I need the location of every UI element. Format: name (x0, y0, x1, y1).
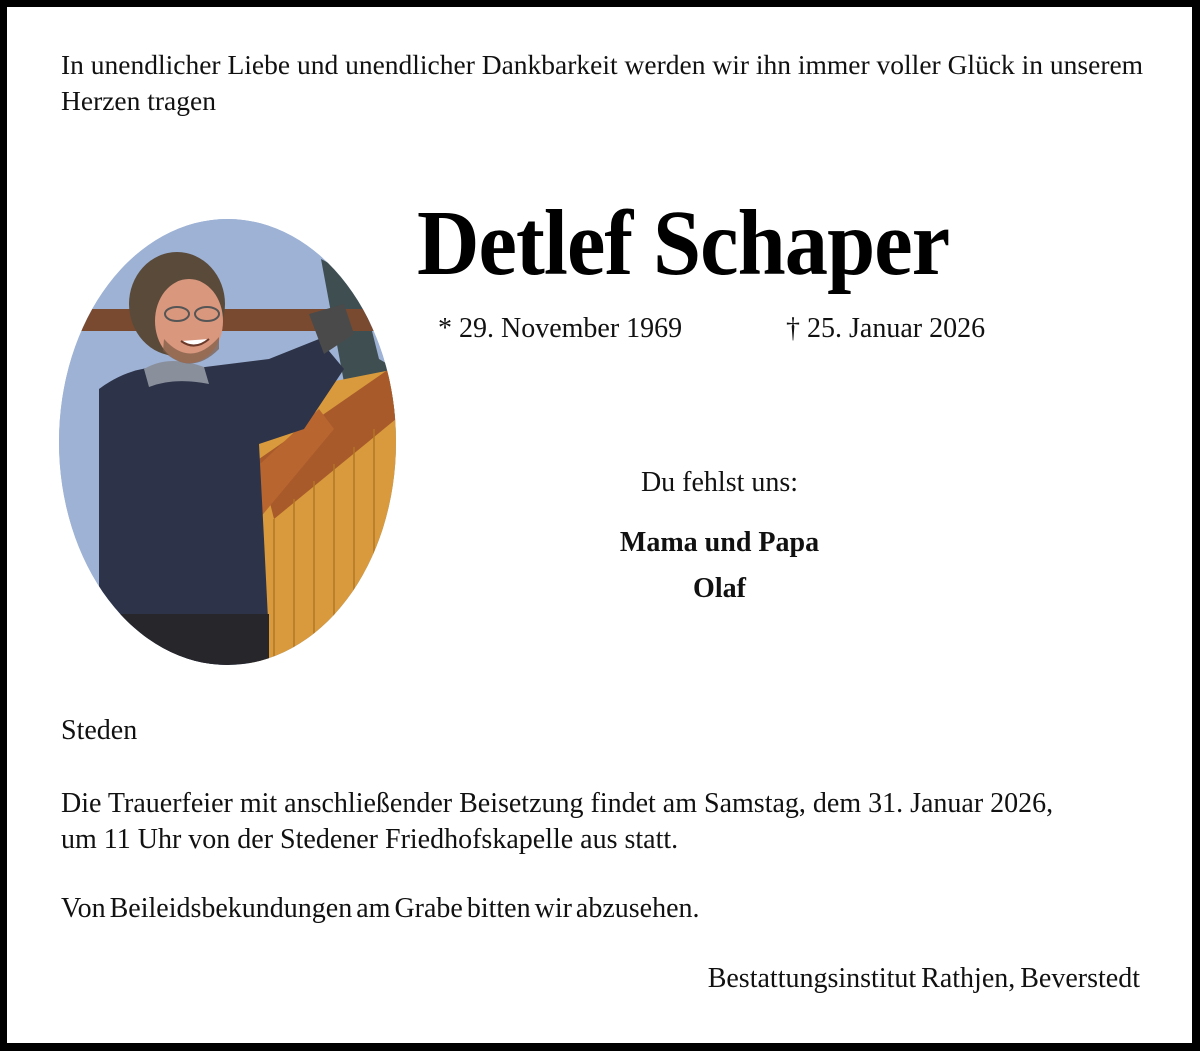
missed-label: Du fehlst uns: (640, 467, 799, 498)
ceremony-line-1: Die Trauerfeier mit anschließender Beisetzung findet am Samstag, dem 31. Januar 2026, (61, 788, 1054, 819)
condolence-note: Von Beileidsbekundungen am Grabe bitten wir abzusehen. (61, 893, 700, 924)
portrait-photo (59, 219, 396, 665)
family-parents: Mama und Papa (619, 527, 820, 558)
place-name: Steden (61, 715, 138, 746)
portrait-image (59, 219, 396, 665)
deceased-name: Detlef Schaper (417, 192, 950, 295)
ceremony-text (61, 786, 1161, 858)
undertaker-name: Bestattungsinstitut Rathjen, Beverstedt (707, 963, 1140, 994)
birth-date: * 29. November 1969 (438, 313, 683, 344)
family-brother: Olaf (693, 573, 746, 604)
obituary-notice (7, 7, 1192, 1043)
intro-text: In unendlicher Liebe und unendlicher Dankbarkeit werden wir ihn immer voller Glück in unserem Herzen tragen (61, 49, 1144, 116)
death-date: † 25. Januar 2026 (786, 313, 986, 344)
ceremony-line-2: um 11 Uhr von der Stedener Friedhofskapelle aus statt. (61, 824, 679, 855)
